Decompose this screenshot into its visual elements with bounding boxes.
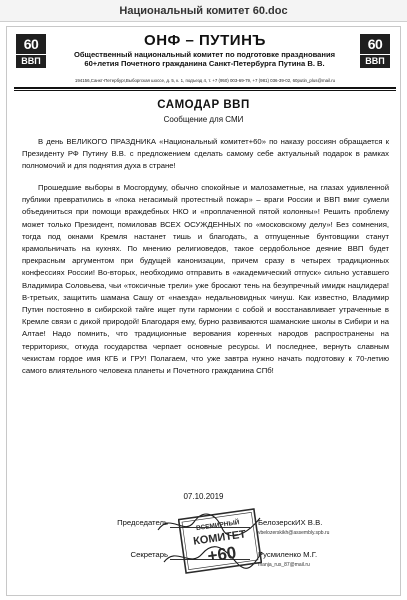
- signature-role: Секретарь: [130, 550, 168, 559]
- org-description: Общественный национальный комитет по подготовке празднования 60+летия Почетного гражданина Санкт-Петербурга Путина В. В.: [73, 50, 336, 68]
- stamp-middle-text: КОМИТЕТ: [192, 528, 247, 548]
- paragraph-intro: В день ВЕЛИКОГО ПРАЗДНИКА «Национальный комитет+60» по наказу россиян обращается к Президенту РФ Путину В.В. с предложением сделать самому себе актуальный подарок в рамках полномочий и для поднятия духа в стране!: [22, 137, 389, 171]
- signature-name: Русмиленко М.Г.: [258, 550, 318, 559]
- org-title: ОНФ – ПУТИНЪ: [144, 32, 266, 49]
- window-title: Национальный комитет 60.doc: [0, 0, 407, 22]
- paragraph-main: Прошедшие выборы в Мосгордуму, обычно спокойные и малозаметные, на глазах удивленной публики превратились в «пока негасимый протестный пожар» – враги России и ВВП вмиг сумели объединиться при помощи враждебных НКО и «проплаченной пятой колонны»! Решить проблему может только Президент, помиловав ВСЕХ ОСУЖДЕННЫХ по «московскому делу»! Без сомнения, тогда под окнами Кремля настанет тишь и благодать, а отпущенные бунтовщики станут крамольничать на кухнях. По мнению религиоведов, такое сердобольное деяние ВВП будет прекрасным аргументом при будущей канонизации, причем сразу в четырех традиционных конфессиях России! Во-вторых, необходимо отправить в «академический отпуск» сильно уставшего Владимира Соловьева, чьи «токсичные трели» уже бросают тень на безупречный имидж нацлидера! В-третьих, защитить шамана Сашу от «наезда» недальновидных чинуш. Как известно, Владимир Путин постоянно в сибирской тайге ищет пути гармонии с собой и восстанавливает утраченные в Кремле связи с дикой природой! Благодаря ему, бурно развиваются шаманские школы в Сибири и на Алтае! Надо помнить, что традиционные верования коренных народов распространены на территориях, откуда государства черпает основные ресурсы. И последнее, вернуть славным чекистам гордое имя КГБ и ГРУ! Полагаем, что уже завтра нужно начать подготовку к 70-летию самого влиятельного человека планеты и Почетного гражданина СПб!: [22, 183, 389, 376]
- document-date: 07.10.2019: [183, 492, 224, 501]
- org-address: 194156,Санкт-Петербург,Выборгская шоссе, д. 5, к. 1, подъезд 4, т. +7 (950) 003-69-79, +7 (981) 036-39-02, 60putin_plus@mail.ru: [74, 78, 336, 83]
- logo-right-number: 60: [367, 36, 383, 52]
- stamp-top-text: ВСЕМИРНЫЙ: [195, 519, 240, 533]
- signature-role: Председатель: [117, 518, 168, 527]
- stamp-bottom-text: +60: [206, 542, 238, 566]
- document-title: САМОДАР ВВП: [157, 99, 250, 111]
- signature-name: БелозерскИХ В.В.: [258, 518, 323, 527]
- logo-60-vvp-left: [16, 34, 46, 68]
- signature-email: vbelozerskikh@assembly.spb.ru: [258, 530, 330, 536]
- committee-stamp: [178, 508, 262, 574]
- header-divider: [14, 87, 396, 91]
- signature-email: manja_rus_87@mail.ru: [258, 562, 310, 568]
- logo-right-caption: ВВП: [360, 54, 390, 66]
- logo-left-caption: ВВП: [16, 54, 46, 66]
- logo-60-vvp-right: [360, 34, 390, 68]
- document-subtitle: Сообщение для СМИ: [163, 115, 244, 124]
- logo-left-number: 60: [23, 36, 39, 52]
